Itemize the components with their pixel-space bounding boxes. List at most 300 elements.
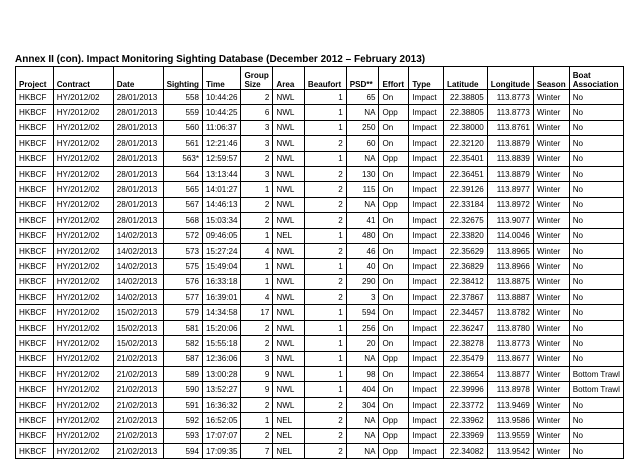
table-cell: 13:52:27 bbox=[202, 382, 241, 397]
table-cell: 17:07:07 bbox=[202, 428, 241, 443]
table-cell: NWL bbox=[273, 120, 304, 135]
table-cell: On bbox=[379, 259, 409, 274]
table-cell: 113.8875 bbox=[487, 274, 533, 289]
table-cell: HY/2012/02 bbox=[53, 90, 113, 105]
table-cell: 12:36:06 bbox=[202, 351, 241, 366]
table-cell: 4 bbox=[241, 243, 273, 258]
table-cell: 1 bbox=[304, 305, 346, 320]
table-cell: 21/02/2013 bbox=[113, 382, 163, 397]
table-cell: Bottom Trawl bbox=[569, 367, 623, 382]
table-cell: On bbox=[379, 120, 409, 135]
table-cell: 22.33969 bbox=[444, 428, 488, 443]
table-cell: On bbox=[379, 90, 409, 105]
table-cell: NA bbox=[346, 428, 379, 443]
table-cell: 594 bbox=[346, 305, 379, 320]
table-row bbox=[16, 197, 624, 212]
table-cell: 22.33184 bbox=[444, 197, 488, 212]
table-cell: NWL bbox=[273, 166, 304, 181]
table-cell: 2 bbox=[304, 136, 346, 151]
table-cell: 28/01/2013 bbox=[113, 105, 163, 120]
table-cell: NWL bbox=[273, 367, 304, 382]
table-cell: 22.33820 bbox=[444, 228, 488, 243]
table-cell: On bbox=[379, 397, 409, 412]
table-cell: NEL bbox=[273, 443, 304, 458]
table-cell: Opp bbox=[379, 197, 409, 212]
table-cell: HKBCF bbox=[16, 228, 54, 243]
table-cell: NEL bbox=[273, 413, 304, 428]
table-cell: No bbox=[569, 274, 623, 289]
table-cell: 2 bbox=[304, 413, 346, 428]
table-cell: 113.8773 bbox=[487, 90, 533, 105]
table-cell: Winter bbox=[533, 105, 569, 120]
table-cell: 15/02/2013 bbox=[113, 320, 163, 335]
table-cell: HY/2012/02 bbox=[53, 136, 113, 151]
table-cell: Winter bbox=[533, 397, 569, 412]
table-cell: No bbox=[569, 136, 623, 151]
table-cell: NWL bbox=[273, 197, 304, 212]
table-cell: Winter bbox=[533, 428, 569, 443]
table-cell: HKBCF bbox=[16, 274, 54, 289]
table-cell: 592 bbox=[163, 413, 202, 428]
table-cell: NWL bbox=[273, 90, 304, 105]
table-cell: Impact bbox=[409, 351, 444, 366]
table-cell: Winter bbox=[533, 90, 569, 105]
table-cell: HKBCF bbox=[16, 397, 54, 412]
table-cell: No bbox=[569, 213, 623, 228]
table-cell: HKBCF bbox=[16, 443, 54, 458]
table-cell: 581 bbox=[163, 320, 202, 335]
table-cell: 304 bbox=[346, 397, 379, 412]
table-cell: 1 bbox=[304, 351, 346, 366]
table-cell: 40 bbox=[346, 259, 379, 274]
table-cell: 113.8972 bbox=[487, 197, 533, 212]
table-cell: NWL bbox=[273, 397, 304, 412]
table-cell: On bbox=[379, 382, 409, 397]
table-cell: 130 bbox=[346, 166, 379, 181]
table-cell: 9 bbox=[241, 367, 273, 382]
table-cell: Impact bbox=[409, 428, 444, 443]
table-cell: Impact bbox=[409, 105, 444, 120]
table-row bbox=[16, 428, 624, 443]
table-cell: 113.8677 bbox=[487, 351, 533, 366]
table-cell: 17 bbox=[241, 305, 273, 320]
table-row bbox=[16, 243, 624, 258]
table-row bbox=[16, 320, 624, 335]
table-cell: 14:46:13 bbox=[202, 197, 241, 212]
table-cell: On bbox=[379, 274, 409, 289]
table-cell: HY/2012/02 bbox=[53, 305, 113, 320]
table-cell: HKBCF bbox=[16, 151, 54, 166]
table-cell: Bottom Trawl bbox=[569, 382, 623, 397]
table-cell: 577 bbox=[163, 290, 202, 305]
table-cell: 15:55:18 bbox=[202, 336, 241, 351]
table-cell: No bbox=[569, 90, 623, 105]
table-cell: On bbox=[379, 367, 409, 382]
table-cell: HY/2012/02 bbox=[53, 105, 113, 120]
table-row bbox=[16, 305, 624, 320]
table-cell: 4 bbox=[241, 290, 273, 305]
table-cell: 1 bbox=[304, 151, 346, 166]
table-cell: No bbox=[569, 305, 623, 320]
table-cell: Winter bbox=[533, 243, 569, 258]
table-cell: 14/02/2013 bbox=[113, 259, 163, 274]
table-cell: Winter bbox=[533, 151, 569, 166]
table-cell: 564 bbox=[163, 166, 202, 181]
table-cell: NA bbox=[346, 105, 379, 120]
table-cell: 2 bbox=[304, 213, 346, 228]
table-cell: HKBCF bbox=[16, 305, 54, 320]
column-header: Longitude bbox=[487, 67, 533, 90]
table-cell: 9 bbox=[241, 382, 273, 397]
column-header: Group Size bbox=[241, 67, 273, 90]
table-cell: 21/02/2013 bbox=[113, 367, 163, 382]
table-cell: 573 bbox=[163, 243, 202, 258]
table-cell: 12:21:46 bbox=[202, 136, 241, 151]
table-cell: Winter bbox=[533, 213, 569, 228]
table-cell: HY/2012/02 bbox=[53, 228, 113, 243]
table-cell: Impact bbox=[409, 228, 444, 243]
table-cell: HY/2012/02 bbox=[53, 413, 113, 428]
table-cell: Winter bbox=[533, 136, 569, 151]
table-cell: 113.8977 bbox=[487, 182, 533, 197]
table-cell: 22.35629 bbox=[444, 243, 488, 258]
table-cell: NWL bbox=[273, 320, 304, 335]
table-cell: 6 bbox=[241, 105, 273, 120]
table-cell: 256 bbox=[346, 320, 379, 335]
table-cell: Impact bbox=[409, 305, 444, 320]
sighting-table bbox=[15, 66, 624, 459]
table-cell: 2 bbox=[241, 397, 273, 412]
table-cell: 114.0046 bbox=[487, 228, 533, 243]
table-cell: On bbox=[379, 213, 409, 228]
table-cell: 563* bbox=[163, 151, 202, 166]
table-cell: HKBCF bbox=[16, 428, 54, 443]
table-row bbox=[16, 213, 624, 228]
table-cell: HKBCF bbox=[16, 336, 54, 351]
table-cell: On bbox=[379, 243, 409, 258]
table-cell: 11:06:37 bbox=[202, 120, 241, 135]
table-cell: Winter bbox=[533, 320, 569, 335]
table-cell: HY/2012/02 bbox=[53, 428, 113, 443]
table-cell: 113.8773 bbox=[487, 336, 533, 351]
table-cell: Winter bbox=[533, 413, 569, 428]
table-cell: 576 bbox=[163, 274, 202, 289]
table-cell: 1 bbox=[304, 320, 346, 335]
column-header: Type bbox=[409, 67, 444, 90]
table-cell: HKBCF bbox=[16, 182, 54, 197]
table-row bbox=[16, 290, 624, 305]
table-cell: NA bbox=[346, 443, 379, 458]
table-row bbox=[16, 351, 624, 366]
table-cell: Opp bbox=[379, 351, 409, 366]
table-cell: No bbox=[569, 197, 623, 212]
table-cell: 568 bbox=[163, 213, 202, 228]
table-cell: 14/02/2013 bbox=[113, 228, 163, 243]
table-cell: 22.32120 bbox=[444, 136, 488, 151]
table-cell: 7 bbox=[241, 443, 273, 458]
table-row bbox=[16, 413, 624, 428]
table-cell: NWL bbox=[273, 305, 304, 320]
table-cell: 3 bbox=[241, 120, 273, 135]
table-cell: 590 bbox=[163, 382, 202, 397]
table-cell: Winter bbox=[533, 443, 569, 458]
table-cell: NEL bbox=[273, 228, 304, 243]
table-cell: 14/02/2013 bbox=[113, 243, 163, 258]
table-cell: NWL bbox=[273, 182, 304, 197]
table-cell: 22.36451 bbox=[444, 166, 488, 181]
table-cell: 113.8780 bbox=[487, 320, 533, 335]
table-row bbox=[16, 259, 624, 274]
table-cell: 16:36:32 bbox=[202, 397, 241, 412]
table-cell: 22.35401 bbox=[444, 151, 488, 166]
table-cell: 22.36829 bbox=[444, 259, 488, 274]
table-cell: 2 bbox=[241, 336, 273, 351]
table-cell: 1 bbox=[241, 228, 273, 243]
table-cell: 2 bbox=[241, 197, 273, 212]
table-cell: Winter bbox=[533, 120, 569, 135]
table-cell: 22.32675 bbox=[444, 213, 488, 228]
table-cell: 15:27:24 bbox=[202, 243, 241, 258]
table-cell: 113.8966 bbox=[487, 259, 533, 274]
table-cell: 28/01/2013 bbox=[113, 90, 163, 105]
table-cell: Impact bbox=[409, 243, 444, 258]
table-cell: 20 bbox=[346, 336, 379, 351]
table-cell: 22.35479 bbox=[444, 351, 488, 366]
table-cell: 560 bbox=[163, 120, 202, 135]
table-cell: 2 bbox=[304, 397, 346, 412]
table-row bbox=[16, 382, 624, 397]
table-cell: On bbox=[379, 228, 409, 243]
table-cell: Impact bbox=[409, 90, 444, 105]
table-cell: 10:44:25 bbox=[202, 105, 241, 120]
table-row bbox=[16, 397, 624, 412]
table-cell: Impact bbox=[409, 151, 444, 166]
table-cell: 22.33772 bbox=[444, 397, 488, 412]
table-cell: NWL bbox=[273, 351, 304, 366]
table-cell: 15:49:04 bbox=[202, 259, 241, 274]
table-cell: NWL bbox=[273, 151, 304, 166]
table-cell: 22.38278 bbox=[444, 336, 488, 351]
table-cell: Impact bbox=[409, 259, 444, 274]
table-cell: Impact bbox=[409, 166, 444, 181]
table-cell: 250 bbox=[346, 120, 379, 135]
table-cell: 22.34082 bbox=[444, 443, 488, 458]
table-cell: 2 bbox=[241, 213, 273, 228]
table-cell: 113.9077 bbox=[487, 213, 533, 228]
table-cell: HY/2012/02 bbox=[53, 120, 113, 135]
table-cell: 2 bbox=[304, 166, 346, 181]
table-cell: 22.36247 bbox=[444, 320, 488, 335]
table-cell: HY/2012/02 bbox=[53, 166, 113, 181]
table-cell: Impact bbox=[409, 182, 444, 197]
table-cell: NWL bbox=[273, 213, 304, 228]
table-cell: 28/01/2013 bbox=[113, 213, 163, 228]
table-cell: No bbox=[569, 151, 623, 166]
table-cell: Impact bbox=[409, 367, 444, 382]
table-cell: NWL bbox=[273, 336, 304, 351]
table-cell: HKBCF bbox=[16, 120, 54, 135]
table-cell: On bbox=[379, 320, 409, 335]
table-cell: No bbox=[569, 413, 623, 428]
table-cell: 2 bbox=[304, 182, 346, 197]
table-cell: 22.38000 bbox=[444, 120, 488, 135]
column-header: Boat Association bbox=[569, 67, 623, 90]
table-cell: 113.8965 bbox=[487, 243, 533, 258]
table-cell: 21/02/2013 bbox=[113, 443, 163, 458]
table-cell: 14/02/2013 bbox=[113, 274, 163, 289]
table-cell: 1 bbox=[241, 182, 273, 197]
table-body bbox=[16, 90, 624, 459]
table-cell: 65 bbox=[346, 90, 379, 105]
table-cell: NWL bbox=[273, 136, 304, 151]
table-cell: 22.38805 bbox=[444, 105, 488, 120]
table-cell: 3 bbox=[346, 290, 379, 305]
table-cell: 60 bbox=[346, 136, 379, 151]
table-row bbox=[16, 443, 624, 458]
table-cell: Impact bbox=[409, 443, 444, 458]
table-cell: Impact bbox=[409, 290, 444, 305]
table-cell: 579 bbox=[163, 305, 202, 320]
table-cell: 1 bbox=[241, 274, 273, 289]
table-cell: 2 bbox=[304, 428, 346, 443]
table-cell: Winter bbox=[533, 197, 569, 212]
table-row bbox=[16, 166, 624, 181]
table-cell: 290 bbox=[346, 274, 379, 289]
table-cell: 1 bbox=[304, 228, 346, 243]
table-cell: HKBCF bbox=[16, 259, 54, 274]
table-cell: On bbox=[379, 166, 409, 181]
table-cell: 46 bbox=[346, 243, 379, 258]
table-cell: No bbox=[569, 336, 623, 351]
table-cell: 113.8761 bbox=[487, 120, 533, 135]
column-header: Project bbox=[16, 67, 54, 90]
table-cell: 14:34:58 bbox=[202, 305, 241, 320]
table-cell: No bbox=[569, 228, 623, 243]
table-cell: 113.8839 bbox=[487, 151, 533, 166]
table-cell: HKBCF bbox=[16, 105, 54, 120]
table-cell: 21/02/2013 bbox=[113, 413, 163, 428]
table-cell: 09:46:05 bbox=[202, 228, 241, 243]
table-cell: 21/02/2013 bbox=[113, 351, 163, 366]
table-cell: 1 bbox=[304, 382, 346, 397]
table-cell: 21/02/2013 bbox=[113, 428, 163, 443]
table-cell: 1 bbox=[304, 336, 346, 351]
table-cell: 113.9469 bbox=[487, 397, 533, 412]
table-cell: Opp bbox=[379, 105, 409, 120]
table-cell: HKBCF bbox=[16, 320, 54, 335]
table-cell: No bbox=[569, 443, 623, 458]
table-cell: Impact bbox=[409, 382, 444, 397]
table-cell: No bbox=[569, 120, 623, 135]
table-cell: 591 bbox=[163, 397, 202, 412]
table-cell: NA bbox=[346, 197, 379, 212]
table-cell: HY/2012/02 bbox=[53, 397, 113, 412]
table-cell: Impact bbox=[409, 213, 444, 228]
table-cell: 28/01/2013 bbox=[113, 136, 163, 151]
table-cell: 22.37867 bbox=[444, 290, 488, 305]
table-cell: 22.34457 bbox=[444, 305, 488, 320]
table-cell: Winter bbox=[533, 166, 569, 181]
table-cell: On bbox=[379, 182, 409, 197]
table-cell: NWL bbox=[273, 274, 304, 289]
table-cell: HKBCF bbox=[16, 197, 54, 212]
column-header: Contract bbox=[53, 67, 113, 90]
table-title: Annex II (con). Impact Monitoring Sighting Database (December 2012 – February 2013) bbox=[15, 54, 426, 65]
table-cell: NA bbox=[346, 413, 379, 428]
table-cell: 594 bbox=[163, 443, 202, 458]
table-cell: 2 bbox=[304, 274, 346, 289]
table-cell: HY/2012/02 bbox=[53, 213, 113, 228]
table-cell: 2 bbox=[241, 151, 273, 166]
table-cell: 1 bbox=[304, 120, 346, 135]
table-cell: 12:59:57 bbox=[202, 151, 241, 166]
table-cell: 1 bbox=[304, 259, 346, 274]
table-cell: HY/2012/02 bbox=[53, 320, 113, 335]
table-cell: 113.9586 bbox=[487, 413, 533, 428]
table-cell: 2 bbox=[304, 443, 346, 458]
table-cell: No bbox=[569, 351, 623, 366]
table-cell: Impact bbox=[409, 320, 444, 335]
table-cell: HY/2012/02 bbox=[53, 290, 113, 305]
table-row bbox=[16, 120, 624, 135]
table-cell: 1 bbox=[304, 367, 346, 382]
table-row bbox=[16, 151, 624, 166]
table-cell: 2 bbox=[304, 197, 346, 212]
table-cell: 113.8877 bbox=[487, 367, 533, 382]
column-header: Sighting bbox=[163, 67, 202, 90]
table-cell: 113.8887 bbox=[487, 290, 533, 305]
column-header: Area bbox=[273, 67, 304, 90]
table-cell: Winter bbox=[533, 382, 569, 397]
column-header: PSD** bbox=[346, 67, 379, 90]
table-cell: HY/2012/02 bbox=[53, 367, 113, 382]
table-cell: Winter bbox=[533, 290, 569, 305]
table-cell: 28/01/2013 bbox=[113, 197, 163, 212]
table-cell: 113.8879 bbox=[487, 136, 533, 151]
table-cell: HY/2012/02 bbox=[53, 274, 113, 289]
table-row bbox=[16, 367, 624, 382]
table-cell: 1 bbox=[304, 90, 346, 105]
table-cell: 565 bbox=[163, 182, 202, 197]
table-cell: NWL bbox=[273, 243, 304, 258]
table-cell: 2 bbox=[304, 243, 346, 258]
table-cell: Impact bbox=[409, 413, 444, 428]
table-cell: Impact bbox=[409, 120, 444, 135]
table-cell: 480 bbox=[346, 228, 379, 243]
table-cell: 15:20:06 bbox=[202, 320, 241, 335]
table-cell: No bbox=[569, 428, 623, 443]
table-row bbox=[16, 182, 624, 197]
table-cell: 561 bbox=[163, 136, 202, 151]
table-cell: 113.9559 bbox=[487, 428, 533, 443]
table-cell: On bbox=[379, 305, 409, 320]
table-cell: 559 bbox=[163, 105, 202, 120]
table-cell: HY/2012/02 bbox=[53, 336, 113, 351]
table-cell: 1 bbox=[304, 105, 346, 120]
table-cell: HKBCF bbox=[16, 413, 54, 428]
table-cell: Opp bbox=[379, 428, 409, 443]
table-cell: 28/01/2013 bbox=[113, 120, 163, 135]
table-cell: 15/02/2013 bbox=[113, 305, 163, 320]
table-cell: 13:13:44 bbox=[202, 166, 241, 181]
table-cell: 17:09:35 bbox=[202, 443, 241, 458]
table-cell: HY/2012/02 bbox=[53, 151, 113, 166]
table-cell: 2 bbox=[241, 90, 273, 105]
table-cell: Winter bbox=[533, 336, 569, 351]
table-cell: 2 bbox=[241, 320, 273, 335]
table-cell: Winter bbox=[533, 259, 569, 274]
table-cell: 572 bbox=[163, 228, 202, 243]
